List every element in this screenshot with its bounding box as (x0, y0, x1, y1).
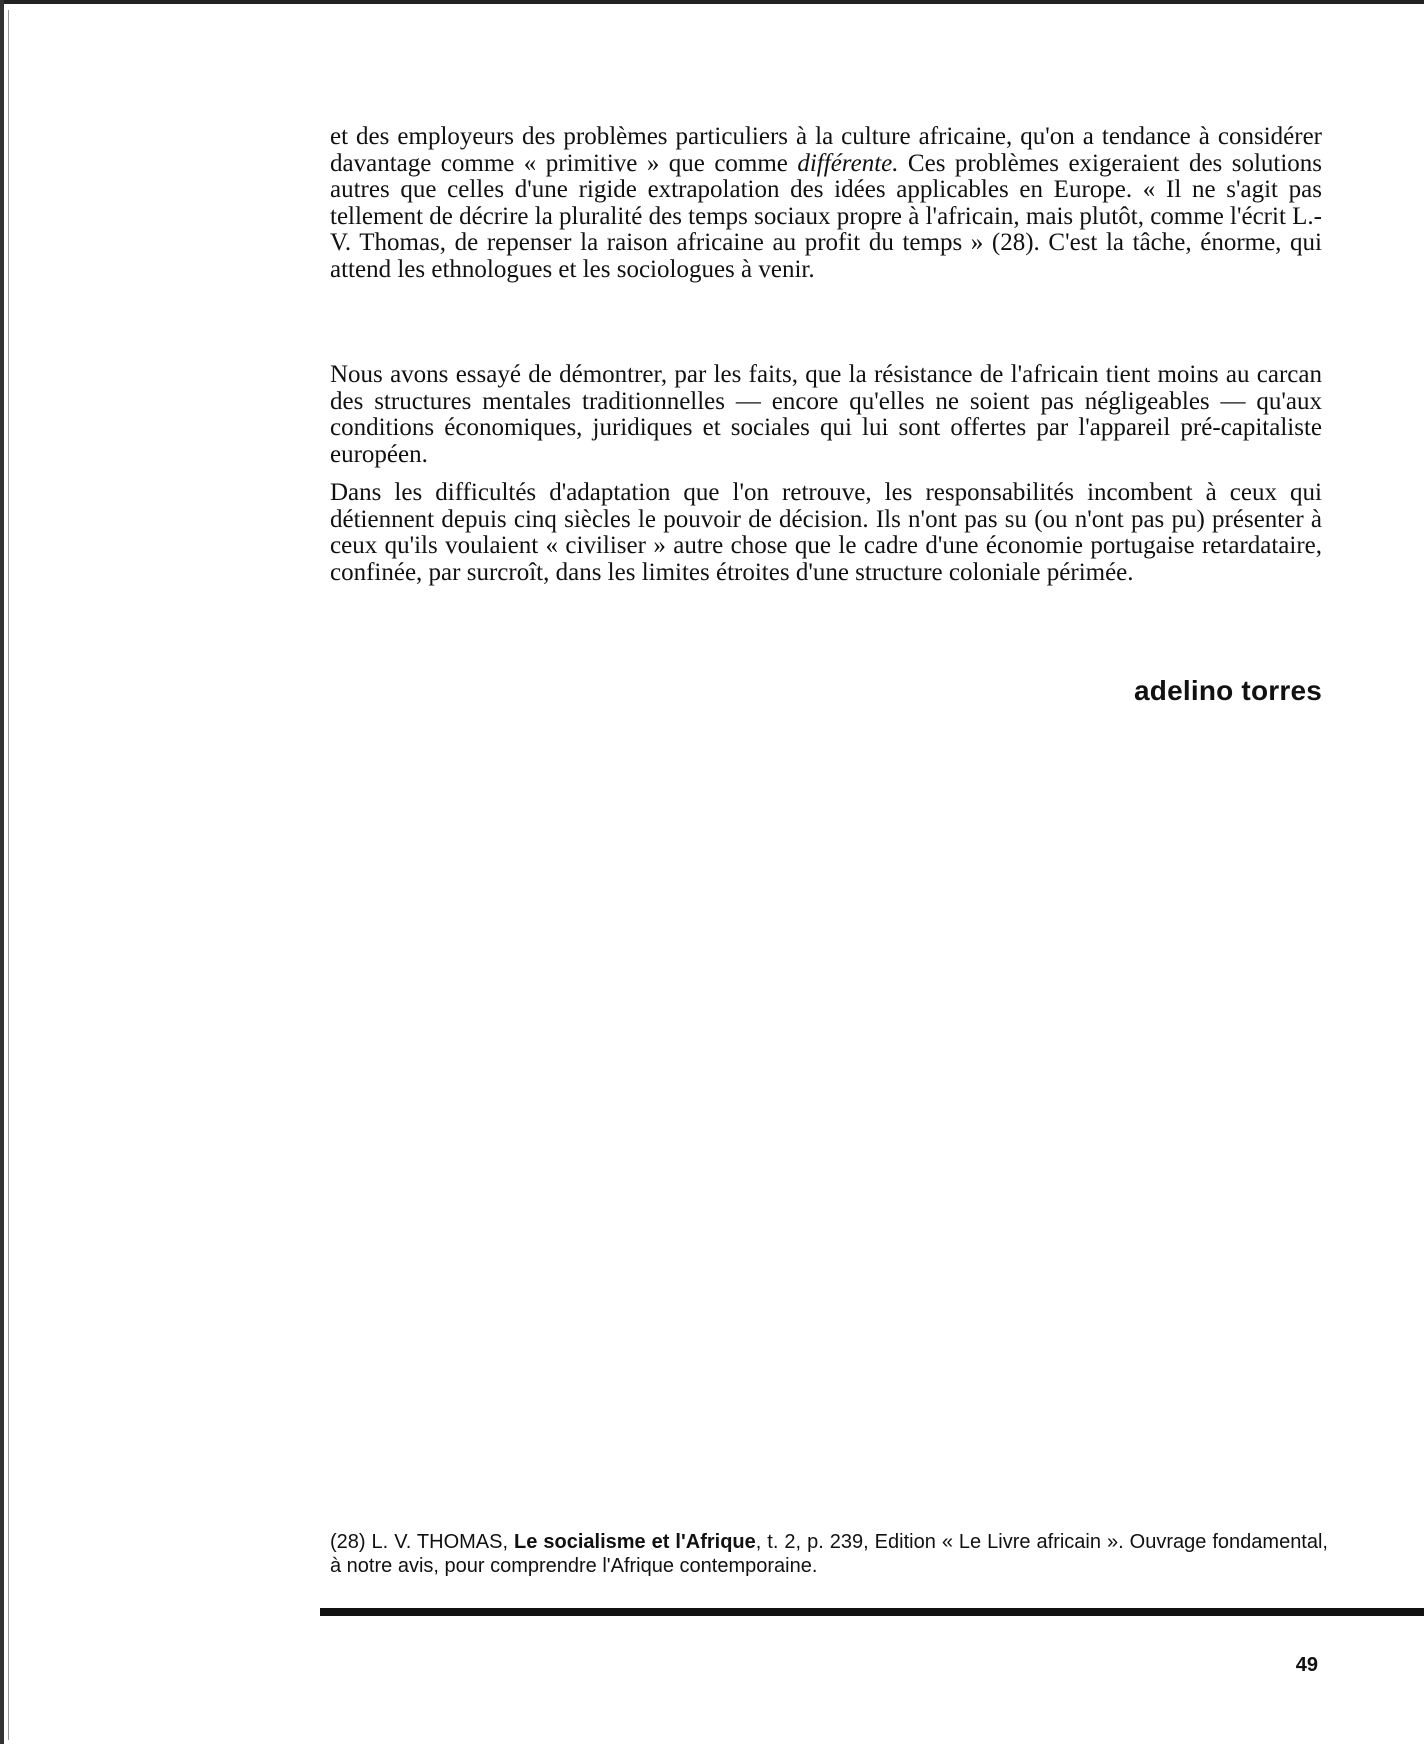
paragraph-1 (330, 124, 1322, 283)
scan-top-edge (0, 0, 1424, 4)
paragraph-1-text-end: Ces problèmes exigeraient des solutions autres que celles d'une rigide extrapolation des idées applicables en Europe. « Il ne s'agit pas tellement de décrire la pluralité des temps sociaux propre à l'africain, mais plutôt, comme l'écrit L.-V. Thomas, de repenser la raison africaine au profit du temps » (28). C'est la tâche, énorme, qui attend les ethnologues et les sociologues à venir. (330, 149, 1323, 283)
paragraph-2: Nous avons essayé de démontrer, par les faits, que la résistance de l'africain tient moins au carcan des structures mentales traditionnelles — encore qu'elles ne soient pas négligeables — qu'aux conditions économiques, juridiques et sociales qui lui sont offertes par l'appareil pré-capitaliste européen. (330, 361, 1322, 468)
scan-left-edge (0, 0, 4, 1744)
page-number: 49 (1295, 1654, 1318, 1676)
footnote-book-title: Le socialisme et l'Afrique (514, 1531, 756, 1553)
footnote-suffix: , t. 2, p. 239, Edition « Le Livre africain ». Ouvrage fondamental, à notre avis, pour comprendre l'Afrique contemporaine. (330, 1531, 1328, 1577)
footnote-28 (330, 1530, 1328, 1578)
footer-rule (320, 1608, 1424, 1616)
footnote-prefix: (28) L. V. THOMAS, (330, 1531, 515, 1553)
paragraph-1-emphasis: différente. (797, 149, 899, 177)
paragraph-3: Dans les difficultés d'adaptation que l'on retrouve, les responsabilités incombent à ceux qui détiennent depuis cinq siècles le pouvoir de décision. Ils n'ont pas su (ou n'ont pas pu) présenter à ceux qu'ils voulaient « civiliser » autre chose que le cadre d'une économie portugaise retardataire, confinée, par surcroît, dans les limites étroites d'une structure coloniale périmée. (330, 479, 1322, 586)
scan-left-shadow (8, 10, 9, 1740)
paragraph-1-text-start: et des employeurs des problèmes particuliers à la culture africaine, qu'on a tendance à considérer davantage comme « primitive » que comme (330, 123, 1322, 177)
author-signature: adelino torres (1134, 675, 1322, 706)
